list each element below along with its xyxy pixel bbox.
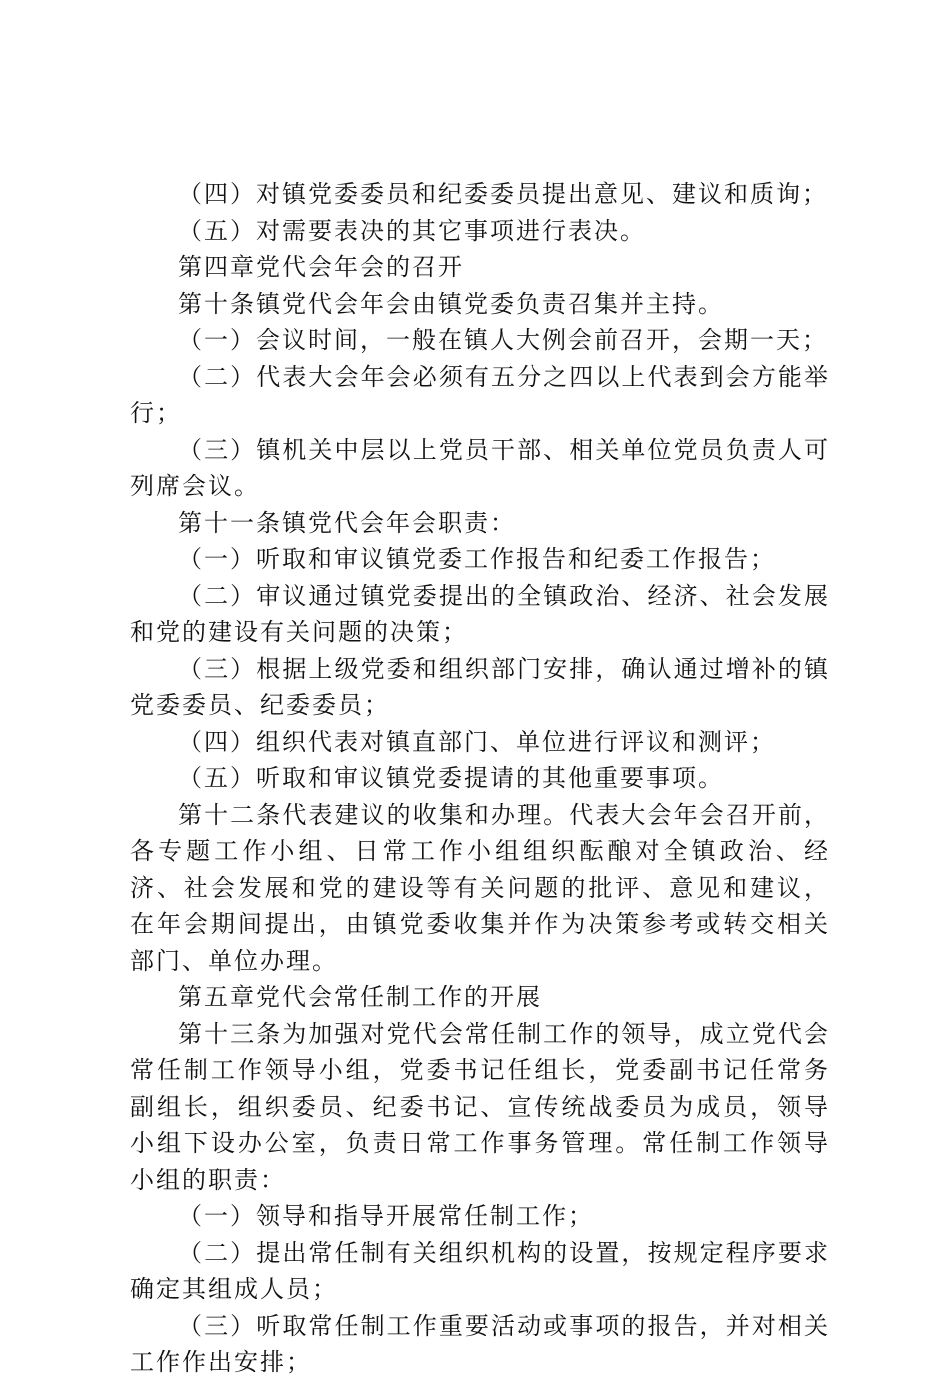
paragraph: （四）组织代表对镇直部门、单位进行评议和测评； — [178, 727, 776, 756]
paragraph: （五）听取和审议镇党委提请的其他重要事项。 — [178, 764, 724, 792]
paragraph: （二）提出常任制有关组织机构的设置，按规定程序要求确定其组成人员； — [130, 1238, 830, 1303]
chapter-heading: 第四章党代会年会的召开 — [178, 253, 464, 281]
paragraph: （一）领导和指导开展常任制工作； — [178, 1202, 594, 1230]
paragraph: （四）对镇党委委员和纪委委员提出意见、建议和质询； — [178, 180, 828, 208]
paragraph: （一）会议时间，一般在镇人大例会前召开，会期一天； — [178, 326, 828, 354]
chapter-heading: 第五章党代会常任制工作的开展 — [178, 983, 542, 1011]
paragraph: （三）根据上级党委和组织部门安排，确认通过增补的镇党委委员、纪委委员； — [130, 654, 830, 719]
paragraph: （一）听取和审议镇党委工作报告和纪委工作报告； — [178, 545, 776, 573]
paragraph: 第十三条为加强对党代会常任制工作的领导，成立党代会常任制工作领导小组，党委书记任组长，党委副书记任常务副组长，组织委员、纪委书记、宣传统战委员为成员，领导小组下设办公室，负责日常工作事务管理。常任制工作领导小组的职责： — [130, 1019, 830, 1194]
paragraph: 第十条镇党代会年会由镇党委负责召集并主持。 — [178, 289, 724, 318]
document-body — [130, 176, 830, 1381]
paragraph: 第十一条镇党代会年会职责： — [178, 508, 516, 537]
paragraph: （五）对需要表决的其它事项进行表决。 — [178, 216, 646, 245]
paragraph: （三）听取常任制工作重要活动或事项的报告，并对相关工作作出安排； — [130, 1311, 830, 1376]
paragraph: （二）代表大会年会必须有五分之四以上代表到会方能举行； — [130, 362, 830, 427]
paragraph: （二）审议通过镇党委提出的全镇政治、经济、社会发展和党的建设有关问题的决策； — [130, 581, 830, 646]
paragraph: 第十二条代表建议的收集和办理。代表大会年会召开前，各专题工作小组、日常工作小组组织酝酿对全镇政治、经济、社会发展和党的建设等有关问题的批评、意见和建议，在年会期间提出，由镇党委收集并作为决策参考或转交相关部门、单位办理。 — [130, 800, 830, 975]
paragraph: （三）镇机关中层以上党员干部、相关单位党员负责人可列席会议。 — [130, 435, 830, 500]
